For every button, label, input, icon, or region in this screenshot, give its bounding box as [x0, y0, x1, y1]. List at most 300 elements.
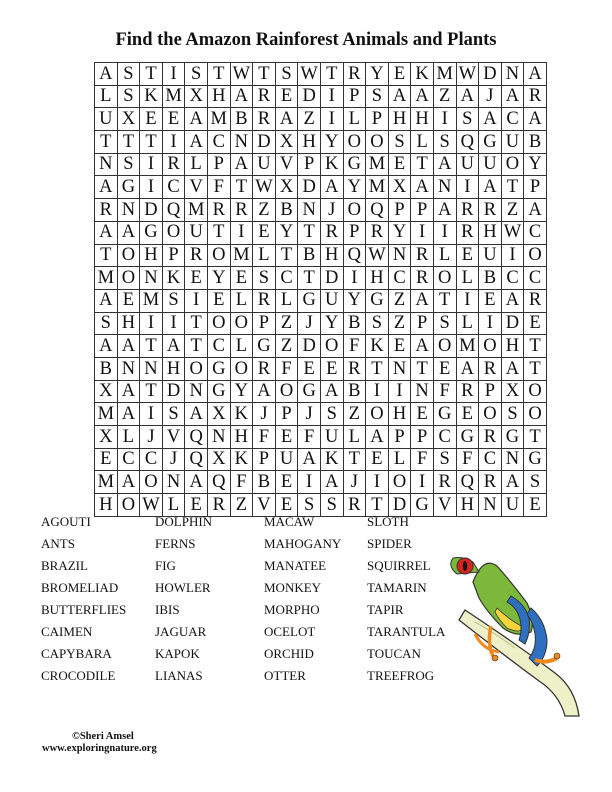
grid-letter: I — [140, 153, 163, 176]
word-list-item: LIANAS — [155, 668, 203, 683]
grid-letter: A — [456, 357, 479, 380]
grid-letter: B — [479, 267, 502, 290]
grid-letter: R — [343, 357, 366, 380]
grid-letter: W — [366, 244, 389, 267]
grid-letter: A — [117, 471, 140, 494]
grid-letter: A — [230, 85, 253, 108]
grid-letter: C — [388, 267, 411, 290]
grid-letter: U — [501, 131, 524, 154]
grid-letter: P — [298, 153, 321, 176]
grid-letter: D — [162, 380, 185, 403]
grid-letter: T — [95, 244, 118, 267]
grid-letter: H — [95, 494, 118, 517]
grid-letter: G — [433, 403, 456, 426]
grid-letter: M — [456, 335, 479, 358]
word-list-item: MACAW — [264, 514, 315, 529]
grid-letter: A — [388, 85, 411, 108]
grid-row — [95, 357, 547, 380]
grid-letter: A — [298, 448, 321, 471]
grid-letter: I — [162, 131, 185, 154]
grid-letter: P — [388, 426, 411, 449]
word-list-item: FERNS — [155, 536, 196, 551]
grid-letter: T — [433, 289, 456, 312]
grid-letter: E — [275, 426, 298, 449]
grid-letter: T — [501, 176, 524, 199]
grid-letter: P — [388, 199, 411, 222]
grid-letter: O — [343, 131, 366, 154]
grid-letter: U — [185, 221, 208, 244]
grid-letter: F — [343, 335, 366, 358]
grid-letter: N — [388, 357, 411, 380]
grid-letter: H — [207, 85, 230, 108]
grid-letter: J — [140, 426, 163, 449]
grid-letter: N — [298, 199, 321, 222]
grid-letter: U — [320, 426, 343, 449]
grid-letter: D — [501, 312, 524, 335]
grid-letter: S — [524, 471, 547, 494]
grid-letter: T — [524, 335, 547, 358]
grid-letter: O — [524, 380, 547, 403]
grid-letter: B — [230, 108, 253, 131]
grid-letter: Z — [501, 199, 524, 222]
grid-letter: R — [343, 63, 366, 86]
word-list-item: TREEFROG — [367, 668, 435, 683]
grid-row — [95, 403, 547, 426]
grid-letter: O — [343, 199, 366, 222]
grid-letter: W — [501, 221, 524, 244]
grid-letter: E — [298, 357, 321, 380]
grid-letter: E — [456, 244, 479, 267]
grid-letter: O — [524, 244, 547, 267]
grid-letter: G — [479, 131, 502, 154]
grid-letter: Q — [162, 199, 185, 222]
grid-letter: U — [95, 108, 118, 131]
grid-letter: Z — [275, 312, 298, 335]
grid-letter: H — [388, 108, 411, 131]
grid-letter: F — [207, 176, 230, 199]
grid-letter: O — [230, 357, 253, 380]
grid-letter: B — [253, 471, 276, 494]
grid-letter: C — [433, 426, 456, 449]
grid-letter: H — [456, 494, 479, 517]
grid-letter: F — [433, 380, 456, 403]
grid-letter: P — [479, 380, 502, 403]
grid-letter: C — [501, 108, 524, 131]
grid-letter: T — [298, 267, 321, 290]
grid-letter: R — [207, 494, 230, 517]
grid-letter: E — [524, 494, 547, 517]
grid-letter: A — [95, 289, 118, 312]
grid-letter: T — [140, 380, 163, 403]
grid-letter: M — [95, 403, 118, 426]
grid-letter: H — [117, 312, 140, 335]
grid-letter: D — [253, 131, 276, 154]
grid-letter: N — [117, 357, 140, 380]
grid-letter: R — [456, 221, 479, 244]
grid-letter: H — [162, 357, 185, 380]
word-list-item: TAPIR — [367, 602, 404, 617]
grid-letter: A — [524, 199, 547, 222]
grid-letter: P — [207, 153, 230, 176]
grid-letter: I — [411, 471, 434, 494]
grid-letter: W — [456, 63, 479, 86]
grid-letter: U — [501, 494, 524, 517]
grid-letter: A — [411, 85, 434, 108]
grid-letter: P — [411, 199, 434, 222]
grid-letter: D — [298, 335, 321, 358]
word-list-item: MORPHO — [264, 602, 320, 617]
grid-letter: H — [230, 426, 253, 449]
grid-letter: H — [411, 108, 434, 131]
grid-letter: A — [479, 108, 502, 131]
grid-letter: N — [388, 244, 411, 267]
grid-letter: R — [524, 289, 547, 312]
grid-letter: T — [524, 357, 547, 380]
grid-letter: S — [117, 153, 140, 176]
grid-letter: G — [207, 357, 230, 380]
grid-letter: Q — [366, 199, 389, 222]
grid-letter: S — [162, 403, 185, 426]
grid-letter: C — [275, 267, 298, 290]
grid-row — [95, 199, 547, 222]
grid-letter: A — [433, 153, 456, 176]
grid-letter: T — [366, 357, 389, 380]
grid-letter: E — [433, 357, 456, 380]
grid-row — [95, 176, 547, 199]
grid-letter: I — [162, 63, 185, 86]
grid-letter: T — [207, 221, 230, 244]
grid-letter: R — [343, 494, 366, 517]
grid-letter: K — [366, 335, 389, 358]
grid-letter: Q — [185, 426, 208, 449]
grid-letter: X — [185, 85, 208, 108]
page-title: Find the Amazon Rainforest Animals and Plants — [115, 30, 497, 50]
grid-letter: I — [366, 471, 389, 494]
grid-letter: V — [433, 494, 456, 517]
grid-letter: X — [207, 403, 230, 426]
grid-letter: S — [253, 267, 276, 290]
grid-letter: N — [162, 471, 185, 494]
grid-letter: Q — [207, 471, 230, 494]
grid-letter: S — [366, 312, 389, 335]
copyright-text: ©Sheri Amsel — [72, 731, 134, 742]
grid-letter: X — [501, 380, 524, 403]
grid-row — [95, 335, 547, 358]
grid-letter: T — [230, 176, 253, 199]
grid-letter: H — [501, 335, 524, 358]
grid-row — [95, 289, 547, 312]
grid-letter: O — [117, 494, 140, 517]
grid-letter: Z — [275, 335, 298, 358]
grid-letter: U — [320, 289, 343, 312]
grid-letter: R — [162, 153, 185, 176]
grid-letter: A — [275, 108, 298, 131]
word-list-column-3 — [264, 511, 341, 687]
grid-letter: X — [275, 131, 298, 154]
grid-letter: N — [207, 426, 230, 449]
grid-letter: S — [117, 63, 140, 86]
grid-letter: I — [162, 312, 185, 335]
grid-letter: T — [343, 448, 366, 471]
grid-letter: O — [433, 267, 456, 290]
grid-letter: A — [253, 380, 276, 403]
grid-letter: L — [95, 85, 118, 108]
grid-letter: A — [524, 108, 547, 131]
grid-letter: R — [95, 199, 118, 222]
grid-letter: M — [95, 267, 118, 290]
grid-letter: V — [275, 153, 298, 176]
grid-letter: L — [230, 335, 253, 358]
grid-letter: B — [343, 380, 366, 403]
grid-letter: U — [456, 153, 479, 176]
grid-row — [95, 244, 547, 267]
grid-letter: R — [411, 267, 434, 290]
grid-row — [95, 426, 547, 449]
grid-letter: X — [95, 380, 118, 403]
grid-letter: G — [366, 289, 389, 312]
grid-letter: P — [343, 221, 366, 244]
grid-letter: T — [320, 63, 343, 86]
grid-letter: Z — [230, 494, 253, 517]
grid-letter: A — [95, 221, 118, 244]
grid-letter: A — [501, 85, 524, 108]
grid-letter: E — [185, 494, 208, 517]
grid-letter: U — [275, 448, 298, 471]
grid-letter: O — [433, 335, 456, 358]
grid-letter: A — [411, 335, 434, 358]
grid-letter: R — [479, 471, 502, 494]
word-list-item: HOWLER — [155, 580, 211, 595]
grid-letter: X — [388, 176, 411, 199]
grid-letter: W — [140, 494, 163, 517]
grid-letter: T — [185, 335, 208, 358]
grid-letter: P — [275, 403, 298, 426]
word-list-column-1 — [41, 511, 126, 687]
word-list-item: AGOUTI — [41, 514, 91, 529]
grid-letter: F — [253, 426, 276, 449]
grid-letter: L — [411, 131, 434, 154]
grid-letter: R — [230, 199, 253, 222]
grid-letter: L — [230, 289, 253, 312]
grid-letter: R — [479, 426, 502, 449]
grid-letter: G — [207, 380, 230, 403]
grid-letter: N — [501, 63, 524, 86]
word-list-item: OTTER — [264, 668, 306, 683]
grid-letter: T — [207, 63, 230, 86]
grid-letter: C — [524, 267, 547, 290]
word-list-column-2 — [155, 511, 212, 687]
grid-letter: U — [479, 244, 502, 267]
grid-letter: A — [501, 289, 524, 312]
grid-letter: O — [140, 471, 163, 494]
grid-letter: A — [411, 289, 434, 312]
grid-letter: P — [253, 312, 276, 335]
grid-letter: O — [207, 312, 230, 335]
grid-letter: E — [207, 289, 230, 312]
grid-letter: Z — [388, 289, 411, 312]
word-list-item: ANTS — [41, 536, 75, 551]
grid-row — [95, 131, 547, 154]
grid-letter: L — [433, 244, 456, 267]
grid-letter: U — [253, 153, 276, 176]
grid-letter: A — [320, 176, 343, 199]
grid-letter: L — [456, 267, 479, 290]
word-list-item: TAMARIN — [367, 580, 427, 595]
word-list-item: CAIMEN — [41, 624, 93, 639]
grid-letter: T — [95, 131, 118, 154]
grid-letter: Y — [366, 63, 389, 86]
grid-letter: O — [230, 312, 253, 335]
grid-row — [95, 312, 547, 335]
grid-letter: Y — [320, 312, 343, 335]
grid-letter: T — [411, 357, 434, 380]
grid-letter: S — [433, 131, 456, 154]
word-list-item: IBIS — [155, 602, 180, 617]
grid-letter: I — [456, 176, 479, 199]
grid-letter: S — [388, 131, 411, 154]
grid-letter: H — [320, 244, 343, 267]
grid-letter: R — [433, 471, 456, 494]
grid-letter: E — [388, 63, 411, 86]
tree-frog-illustration — [435, 548, 585, 720]
grid-letter: O — [501, 153, 524, 176]
grid-letter: A — [117, 403, 140, 426]
grid-letter: S — [433, 312, 456, 335]
grid-letter: Z — [343, 403, 366, 426]
grid-row — [95, 380, 547, 403]
grid-letter: N — [117, 199, 140, 222]
grid-letter: N — [185, 380, 208, 403]
grid-letter: D — [298, 85, 321, 108]
grid-row — [95, 267, 547, 290]
grid-letter: A — [320, 380, 343, 403]
grid-letter: O — [185, 357, 208, 380]
grid-letter: I — [388, 380, 411, 403]
grid-letter: S — [95, 312, 118, 335]
grid-letter: M — [95, 471, 118, 494]
grid-letter: B — [275, 199, 298, 222]
grid-letter: A — [230, 153, 253, 176]
grid-letter: E — [162, 108, 185, 131]
grid-letter: Y — [320, 131, 343, 154]
grid-letter: S — [117, 85, 140, 108]
grid-row — [95, 108, 547, 131]
grid-letter: R — [207, 199, 230, 222]
grid-letter: T — [253, 63, 276, 86]
grid-letter: A — [162, 335, 185, 358]
grid-letter: R — [253, 357, 276, 380]
grid-row — [95, 63, 547, 86]
grid-letter: E — [320, 357, 343, 380]
grid-letter: L — [343, 108, 366, 131]
grid-letter: D — [479, 63, 502, 86]
grid-letter: T — [275, 244, 298, 267]
grid-letter: R — [456, 380, 479, 403]
grid-letter: R — [479, 199, 502, 222]
grid-letter: J — [298, 312, 321, 335]
word-list-item: DOLPHIN — [155, 514, 213, 529]
grid-letter: F — [230, 471, 253, 494]
grid-letter: A — [479, 176, 502, 199]
grid-letter: N — [140, 357, 163, 380]
grid-letter: O — [366, 403, 389, 426]
grid-letter: I — [140, 403, 163, 426]
grid-letter: S — [433, 448, 456, 471]
grid-letter: F — [298, 426, 321, 449]
grid-letter: N — [411, 380, 434, 403]
grid-letter: E — [230, 267, 253, 290]
grid-letter: M — [162, 85, 185, 108]
grid-letter: E — [253, 221, 276, 244]
word-list-item: JAGUAR — [155, 624, 207, 639]
grid-letter: M — [230, 244, 253, 267]
grid-letter: F — [456, 448, 479, 471]
grid-row — [95, 221, 547, 244]
grid-letter: L — [117, 426, 140, 449]
word-list-item: BUTTERFLIES — [41, 602, 127, 617]
grid-letter: X — [207, 448, 230, 471]
grid-letter: Q — [343, 244, 366, 267]
grid-letter: P — [524, 176, 547, 199]
grid-letter: V — [185, 176, 208, 199]
grid-letter: E — [275, 471, 298, 494]
grid-letter: N — [140, 267, 163, 290]
grid-letter: L — [343, 426, 366, 449]
grid-letter: A — [185, 471, 208, 494]
grid-letter: E — [185, 267, 208, 290]
grid-letter: Q — [456, 471, 479, 494]
grid-letter: E — [388, 153, 411, 176]
grid-letter: O — [117, 267, 140, 290]
word-list-item: BRAZIL — [41, 558, 88, 573]
word-list-item: OCELOT — [264, 624, 316, 639]
grid-letter: O — [524, 403, 547, 426]
grid-letter: E — [95, 448, 118, 471]
grid-letter: Y — [388, 221, 411, 244]
grid-letter: T — [524, 426, 547, 449]
grid-letter: I — [140, 312, 163, 335]
grid-letter: O — [388, 471, 411, 494]
grid-letter: Z — [253, 199, 276, 222]
grid-letter: M — [366, 153, 389, 176]
grid-letter: O — [479, 403, 502, 426]
grid-letter: B — [95, 357, 118, 380]
grid-letter: R — [253, 108, 276, 131]
word-list-item: SLOTH — [367, 514, 409, 529]
grid-letter: G — [524, 448, 547, 471]
grid-letter: E — [117, 289, 140, 312]
grid-letter: Q — [456, 131, 479, 154]
grid-letter: J — [343, 471, 366, 494]
grid-letter: O — [320, 335, 343, 358]
word-list-item: CAPYBARA — [41, 646, 112, 661]
grid-letter: A — [366, 426, 389, 449]
grid-letter: T — [298, 221, 321, 244]
grid-letter: I — [501, 244, 524, 267]
grid-letter: L — [275, 289, 298, 312]
grid-row — [95, 448, 547, 471]
grid-letter: P — [411, 312, 434, 335]
grid-letter: Z — [433, 85, 456, 108]
grid-letter: G — [456, 426, 479, 449]
word-list-item: CROCODILE — [41, 668, 116, 683]
grid-letter: M — [207, 108, 230, 131]
grid-letter: R — [456, 199, 479, 222]
grid-letter: B — [524, 131, 547, 154]
word-list-item: MAHOGANY — [264, 536, 342, 551]
grid-letter: E — [275, 494, 298, 517]
grid-letter: K — [140, 85, 163, 108]
